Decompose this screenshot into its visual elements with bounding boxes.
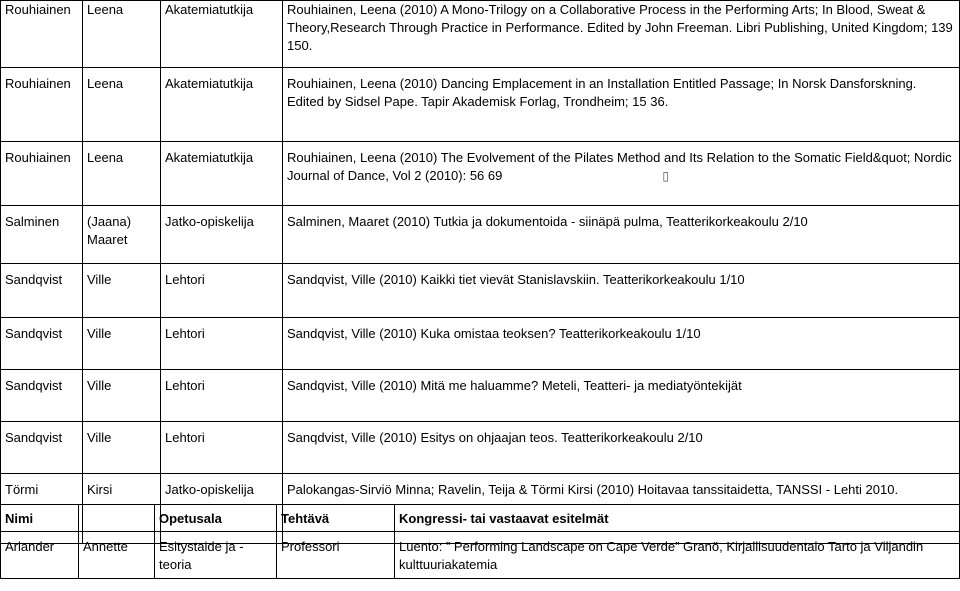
role-cell: Jatko-opiskelija [161,206,283,264]
publication-cell [283,142,960,206]
lecture-cell: Luento: ” Performing Landscape on Cape Verde” Granö, Kirjallisuudentalo Tarto ja Viljandin kulttuuriakatemia [395,532,960,579]
table-row [1,142,960,206]
role-cell: Akatemiatutkija [161,68,283,142]
surname-cell: Rouhiainen [1,142,83,206]
firstname-cell: (Jaana) Maaret [83,206,161,264]
role-cell: Lehtori [161,422,283,474]
header-spacer [79,505,155,532]
publication-cell: Rouhiainen, Leena (2010) A Mono-Trilogy on a Collaborative Process in the Performing Arts; In Blood, Sweat & Theory,Research Through Practice in Performance. Edited by John Freeman. Libri Publishing, United Kingdom; 139 150. [283,1,960,68]
table-row [1,532,960,579]
role-cell: Professori [277,532,395,579]
firstname-cell: Leena [83,142,161,206]
surname-cell: Sandqvist [1,318,83,370]
header-name: Nimi [1,505,79,532]
firstname-cell: Ville [83,370,161,422]
publication-cell: Sandqvist, Ville (2010) Mitä me haluamme? Meteli, Teatteri- ja mediatyöntekijät [283,370,960,422]
role-cell: Akatemiatutkija [161,1,283,68]
firstname-cell: Ville [83,264,161,318]
role-cell: Lehtori [161,264,283,318]
surname-cell: Rouhiainen [1,68,83,142]
publication-cell: Sandqvist, Ville (2010) Kaikki tiet vievät Stanislavskiin. Teatterikorkeakoulu 1/10 [283,264,960,318]
surname-cell: Arlander [1,532,79,579]
table-row [1,264,960,318]
firstname-cell: Ville [83,422,161,474]
role-cell: Akatemiatutkija [161,142,283,206]
lectures-table [0,504,960,579]
surname-cell: Sandqvist [1,264,83,318]
firstname-cell: Leena [83,1,161,68]
header-role: Tehtävä [277,505,395,532]
firstname-cell: Ville [83,318,161,370]
table-row [1,206,960,264]
table-header-row [1,505,960,532]
publication-text: Rouhiainen, Leena (2010) The Evolvement of the Pilates Method and Its Relation to the Somatic Field&quot; Nordic Journal of Dance, Vol 2 (2010): 56 69 [287,150,952,183]
table-row [1,1,960,68]
surname-cell: Salminen [1,206,83,264]
firstname-cell: Annette [79,532,155,579]
surname-cell: Törmi [1,474,83,544]
surname-cell: Sandqvist [1,370,83,422]
publication-cell: Sanqdvist, Ville (2010) Esitys on ohjaajan teos. Teatterikorkeakoulu 2/10 [283,422,960,474]
publication-cell: Rouhiainen, Leena (2010) Dancing Emplacement in an Installation Entitled Passage; In Norsk Dansforskning. Edited by Sidsel Pape. Tapir Akademisk Forlag, Trondheim; 15 36. [283,68,960,142]
firstname-cell: Kirsi [83,474,161,544]
missing-glyph-icon: ▯ [662,169,669,183]
publication-cell: Palokangas-Sirviö Minna; Ravelin, Teija & Törmi Kirsi (2010) Hoitavaa tanssitaidetta, TANSSI - Lehti 2010. [283,474,960,544]
surname-cell: Sandqvist [1,422,83,474]
role-cell: Jatko-opiskelija [161,474,283,544]
role-cell: Lehtori [161,370,283,422]
header-field: Opetusala [155,505,277,532]
field-cell: Esitystaide ja -teoria [155,532,277,579]
surname-cell: Rouhiainen [1,1,83,68]
firstname-cell: Leena [83,68,161,142]
table-row [1,68,960,142]
header-lectures: Kongressi- tai vastaavat esitelmät [395,505,960,532]
table-row [1,318,960,370]
publication-cell: Sandqvist, Ville (2010) Kuka omistaa teoksen? Teatterikorkeakoulu 1/10 [283,318,960,370]
table-row [1,370,960,422]
publication-cell: Salminen, Maaret (2010) Tutkia ja dokumentoida - siinäpä pulma, Teatterikorkeakoulu 2/10 [283,206,960,264]
table-row [1,422,960,474]
role-cell: Lehtori [161,318,283,370]
